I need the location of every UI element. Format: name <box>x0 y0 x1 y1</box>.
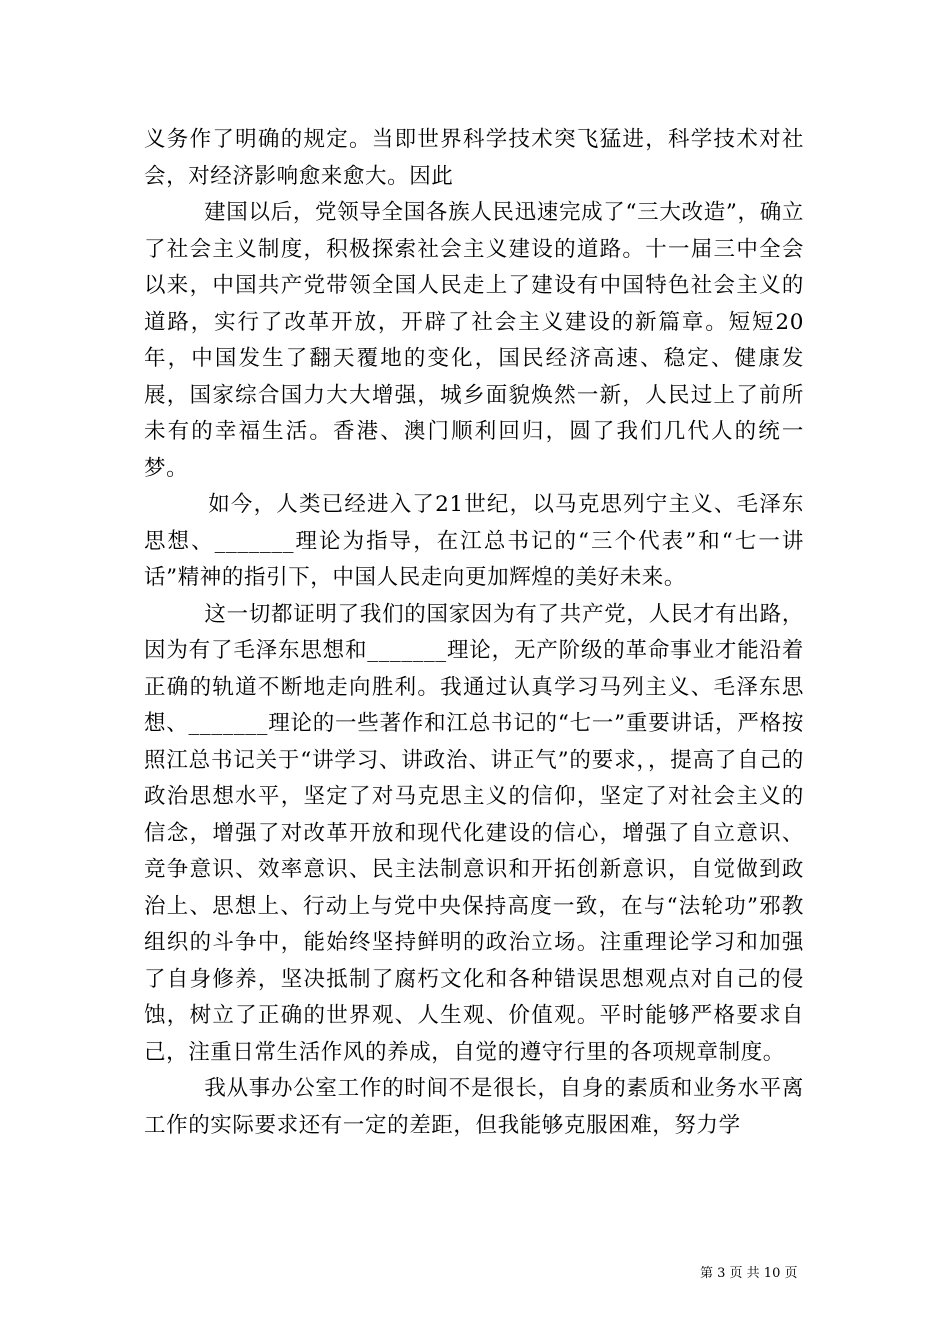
paragraph-3: 如今，人类已经进入了21世纪，以马克思列宁主义、毛泽东思想、_______理论为指导，在江总书记的“三个代表”和“七一讲话”精神的指引下，中国人民走向更加辉煌的美好未来。 <box>144 492 805 590</box>
paragraph-5: 我从事办公室工作的时间不是很长，自身的素质和业务水平离工作的实际要求还有一定的差距，但我能够克服困难，努力学 <box>144 1076 804 1138</box>
paragraph-2: 建国以后，党领导全国各族人民迅速完成了“三大改造”，确立了社会主义制度，积极探索社会主义建设的道路。十一届三中全会以来，中国共产党带领全国人民走上了建设有中国特色社会主义的道路，实行了改革开放，开辟了社会主义建设的新篇章。短短20年，中国发生了翻天覆地的变化，国民经济高速、稳定、健康发展，国家综合国力大大增强，城乡面貌焕然一新，人民过上了前所未有的幸福生活。香港、澳门顺利回归，圆了我们几代人的统一梦。 <box>144 200 804 481</box>
document-body <box>144 122 804 1144</box>
page-number: 第 3 页 共 10 页 <box>700 1266 798 1281</box>
paragraph-1: 义务作了明确的规定。当即世界科学技术突飞猛进，科学技术对社会，对经济影响愈来愈大。因此 <box>144 127 804 189</box>
paragraph-4: 这一切都证明了我们的国家因为有了共产党，人民才有出路，因为有了毛泽东思想和_______理论，无产阶级的革命事业才能沿着正确的轨道不断地走向胜利。我通过认真学习马列主义、毛泽东思想、_______理论的一些著作和江总书记的“七一”重要讲话，严格按照江总书记关于“讲学习、讲政治、讲正气”的要求，，提高了自己的政治思想水平，坚定了对马克思主义的信仰，坚定了对社会主义的信念，增强了对改革开放和现代化建设的信心，增强了自立意识、竞争意识、效率意识、民主法制意识和开拓创新意识，自觉做到政治上、思想上、行动上与党中央保持高度一致，在与“法轮功”邪教组织的斗争中，能始终坚持鲜明的政治立场。注重理论学习和加强了自身修养，坚决抵制了腐朽文化和各种错误思想观点对自己的侵蚀，树立了正确的世界观、人生观、价值观。平时能够严格要求自己，注重日常生活作风的养成，自觉的遵守行里的各项规章制度。 <box>144 601 804 1065</box>
